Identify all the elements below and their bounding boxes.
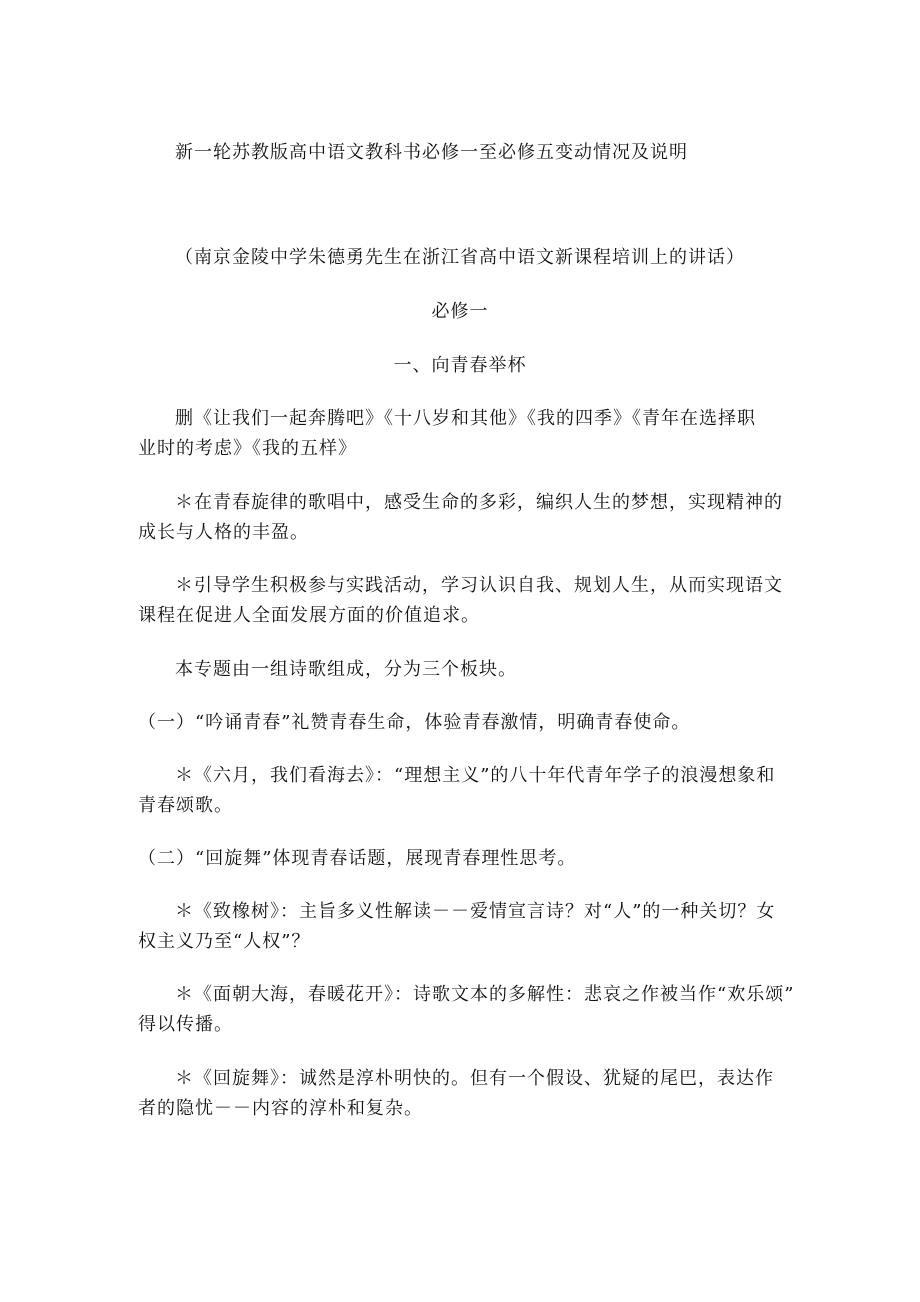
paragraph-line: ＊《致橡树》：主旨多义性解读－－爱情宣言诗？对“人”的一种关切？女 [175,901,776,922]
paragraph-line: 课程在促进人全面发展方面的价值追求。 [138,605,480,626]
paragraph-line: ＊引导学生积极参与实践活动，学习认识自我、规划人生，从而实现语文 [175,575,783,596]
paragraph-line: （二）“回旋舞”体现青春话题，展现青春理性思考。 [138,848,577,869]
document-subtitle: （南京金陵中学朱德勇先生在浙江省高中语文新课程培训上的讲话） [175,247,745,268]
paragraph-line: ＊在青春旋律的歌唱中，感受生命的多彩，编织人生的梦想，实现精神的 [175,492,783,513]
document-title: 新一轮苏教版高中语文教科书必修一至必修五变动情况及说明 [175,142,688,163]
paragraph-line: （一）“吟诵青春”礼赞青春生命，体验青春激情，明确青春使命。 [138,712,691,733]
paragraph-line: 权主义乃至“人权”？ [138,931,311,952]
module-heading: 必修一 [431,301,489,322]
paragraph-line: ＊《六月，我们看海去》：“理想主义”的八十年代青年学子的浪漫想象和 [175,765,776,786]
section-heading: 一、向青春举杯 [393,355,527,376]
paragraph-line: 本专题由一组诗歌组成，分为三个板块。 [175,659,517,680]
paragraph-line: 成长与人格的丰盈。 [138,522,309,543]
paragraph-line: ＊《面朝大海，春暖花开》：诗歌文本的多解性：悲哀之作被当作“欢乐颂” [175,984,795,1005]
paragraph-line: 者的隐忧－－内容的淳朴和复杂。 [138,1098,423,1119]
paragraph-line: 青春颂歌。 [138,795,233,816]
paragraph-line: 得以传播。 [138,1014,233,1035]
paragraph-line: 删《让我们一起奔腾吧》《十八岁和其他》《我的四季》《青年在选择职 [175,408,756,429]
paragraph-line: ＊《回旋舞》：诚然是淳朴明快的。但有一个假设、犹疑的尾巴，表达作 [175,1068,774,1089]
paragraph-line: 业时的考虑》《我的五样》 [138,438,357,459]
